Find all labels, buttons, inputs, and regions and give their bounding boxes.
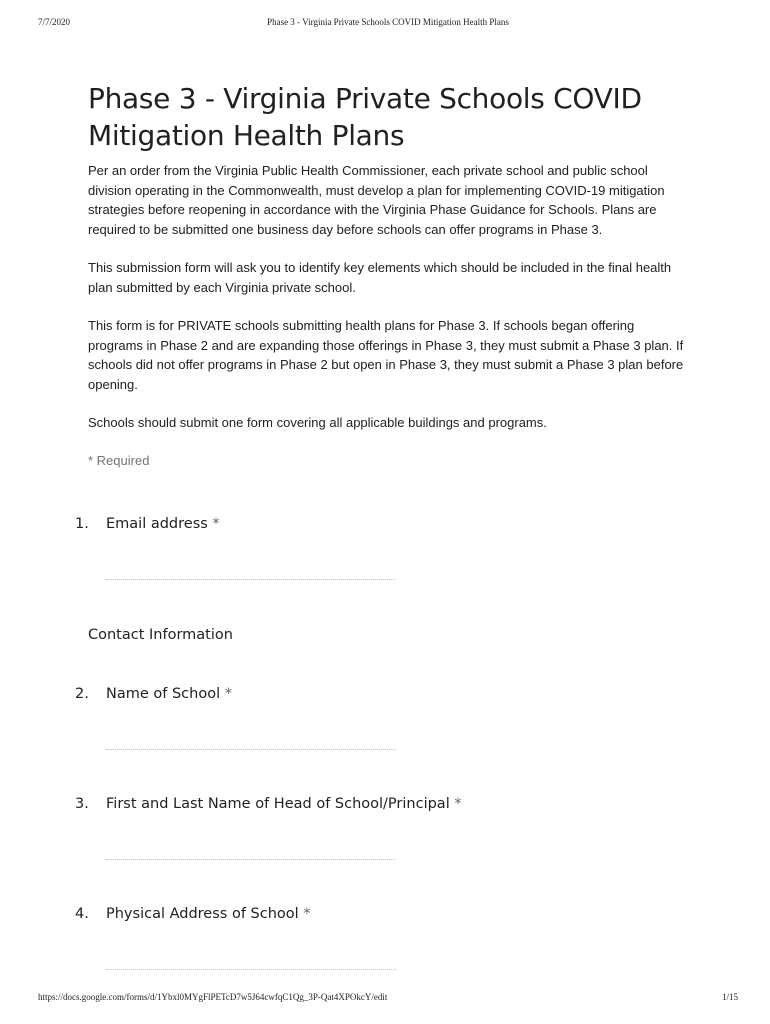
page-number: 1/15: [721, 992, 738, 1002]
question-label: Physical Address of School: [106, 906, 299, 922]
physical-address-answer-field[interactable]: [106, 969, 396, 970]
question-number: 2.: [75, 686, 89, 702]
form-title: Phase 3 - Virginia Private Schools COVID Mitigation Health Plans: [88, 82, 642, 152]
question-label: Email address: [106, 516, 208, 532]
question-number: 4.: [75, 906, 89, 922]
form-description: [88, 161, 688, 452]
print-header: [38, 17, 738, 31]
print-date: 7/7/2020: [38, 17, 71, 27]
required-asterisk: *: [454, 796, 462, 812]
email-answer-field[interactable]: [106, 579, 396, 580]
required-asterisk: *: [224, 686, 232, 702]
head-of-school-answer-field[interactable]: [106, 859, 396, 860]
question-label: First and Last Name of Head of School/Principal: [106, 796, 450, 812]
question-number: 1.: [75, 516, 89, 532]
question-email: [75, 516, 695, 532]
description-paragraph: Schools should submit one form covering all applicable buildings and programs.: [88, 415, 547, 430]
school-name-answer-field[interactable]: [106, 749, 396, 750]
description-paragraph: This submission form will ask you to identify key elements which should be included in the final health plan submitted by each Virginia private school.: [88, 260, 672, 295]
required-asterisk: *: [303, 906, 311, 922]
question-label: Name of School: [106, 686, 221, 702]
print-url: https://docs.google.com/forms/d/1Ybxl0MYgFlPETcD7w5J64cwfqC1Qg_3P-Qat4XPOkcY/edit: [38, 992, 388, 1002]
section-header-contact: Contact Information: [88, 627, 233, 643]
description-paragraph: Per an order from the Virginia Public Health Commissioner, each private school and public school division operating in the Commonwealth, must develop a plan for implementing COVID-19 mitigation strategies before reopening in accordance with the Virginia Phase Guidance for Schools. Plans are required to be submitted one business day before schools can offer programs in Phase 3.: [88, 163, 665, 237]
print-footer: [38, 992, 738, 1006]
print-doc-title: Phase 3 - Virginia Private Schools COVID Mitigation Health Plans: [267, 17, 509, 27]
required-note: * Required: [88, 453, 150, 468]
question-physical-address: [75, 906, 695, 922]
required-asterisk: *: [212, 516, 220, 532]
question-number: 3.: [75, 796, 89, 812]
question-school-name: [75, 686, 695, 702]
question-head-of-school: [75, 796, 695, 812]
description-paragraph: This form is for PRIVATE schools submitting health plans for Phase 3. If schools began offering programs in Phase 2 and are expanding those offerings in Phase 3, they must submit a Phase 3 plan. If schools did not offer programs in Phase 2 but open in Phase 3, they must submit a Phase 3 plan before opening.: [88, 318, 684, 392]
